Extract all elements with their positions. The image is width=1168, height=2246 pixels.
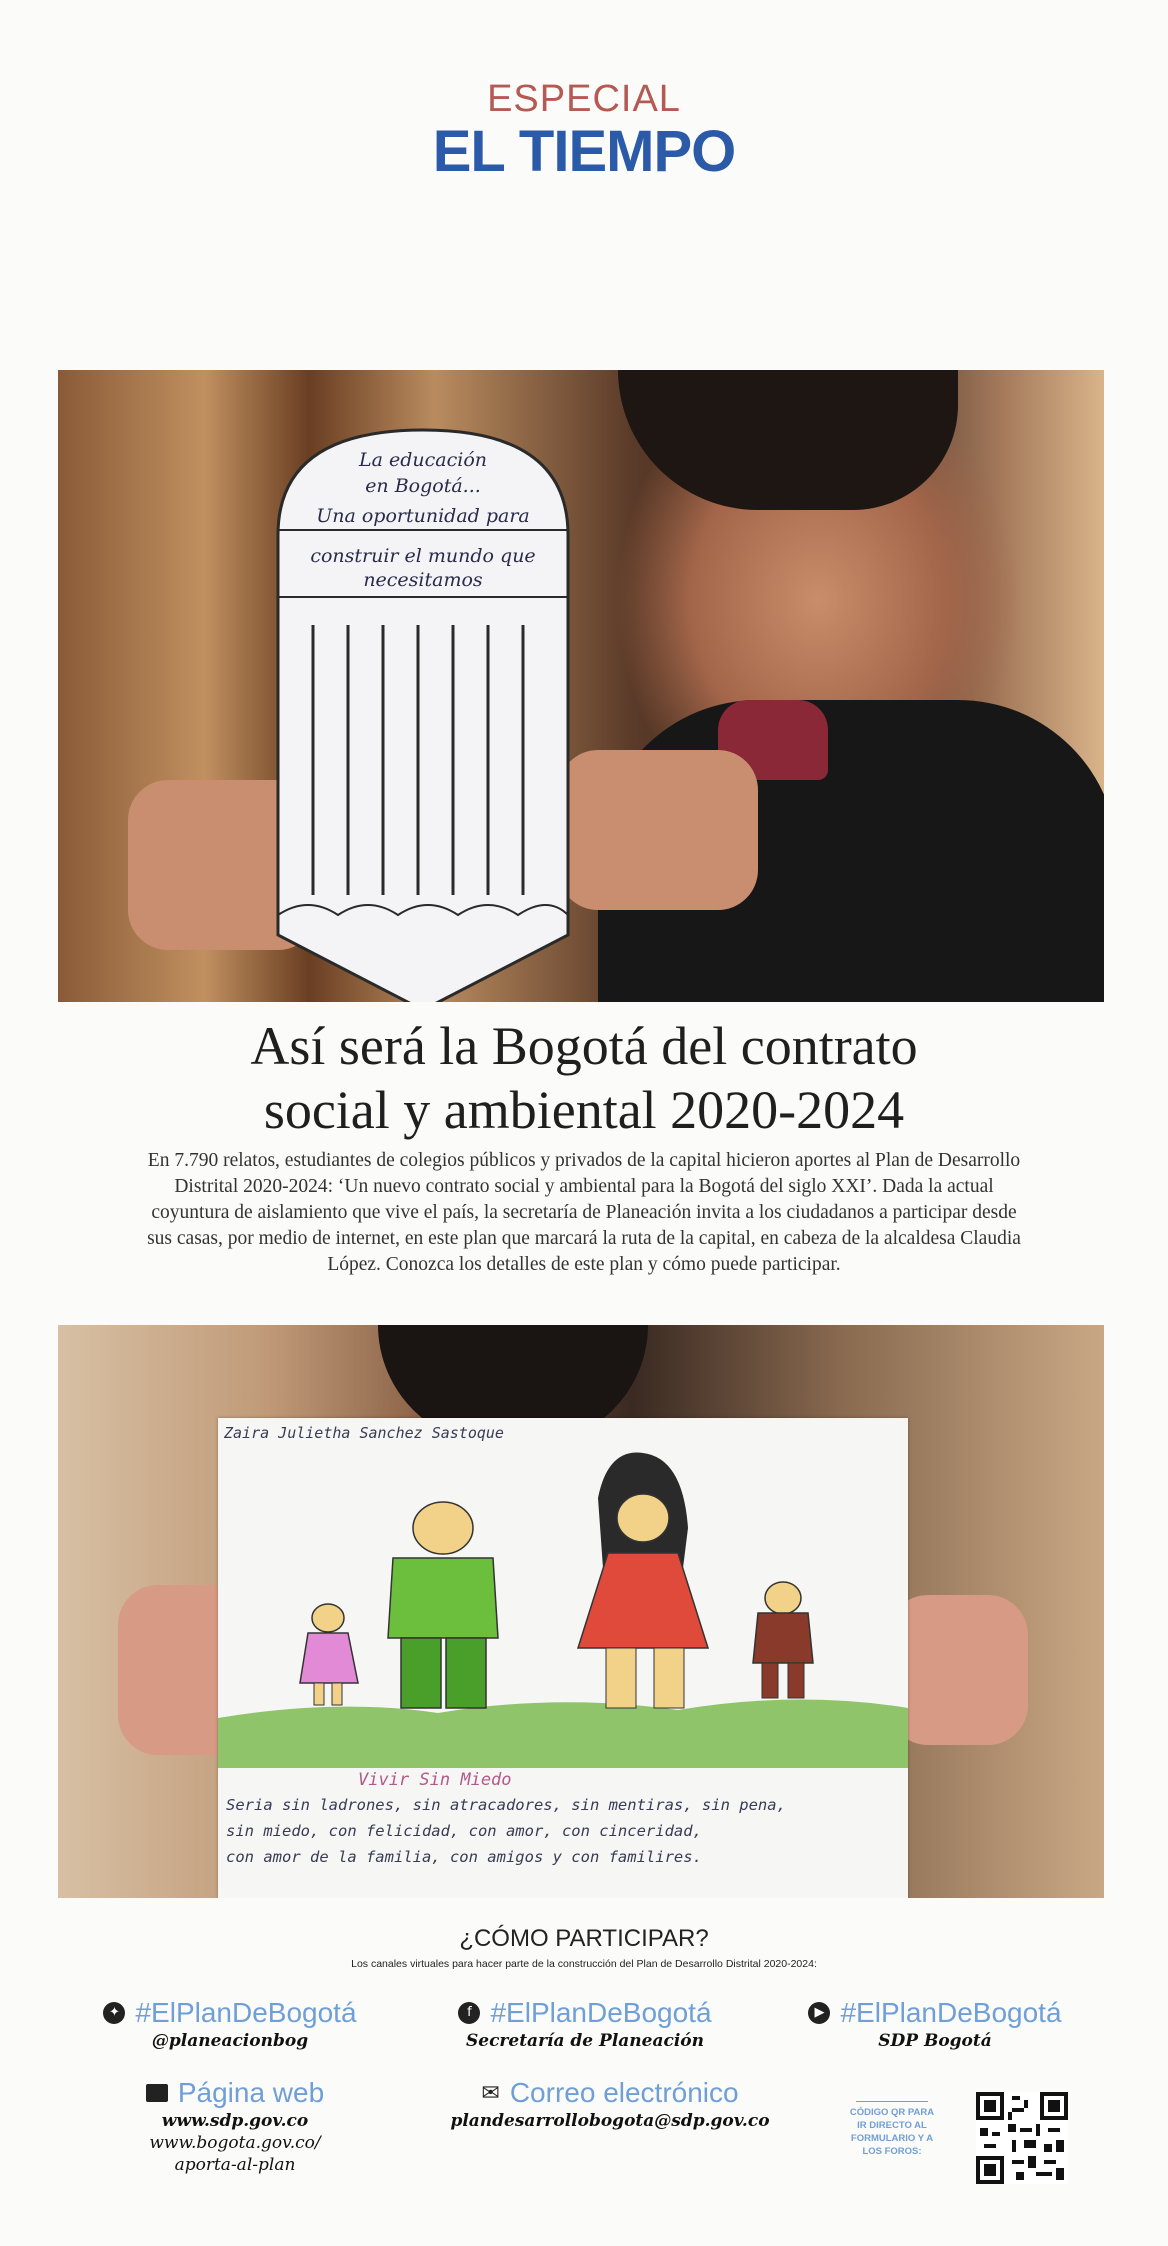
youtube-channel[interactable]: SDP Bogotá <box>878 2031 992 2051</box>
sign-line-3: Una oportunidad para <box>316 505 530 527</box>
facebook-icon: f <box>458 2002 480 2024</box>
facebook-page[interactable]: Secretaría de Planeación <box>465 2031 704 2051</box>
participate-title: ¿CÓMO PARTICIPAR? <box>459 1925 709 1952</box>
facebook-hashtag[interactable]: #ElPlanDeBogotá <box>490 1997 712 2028</box>
participate-subtitle: Los canales virtuales para hacer parte de la construcción del Plan de Desarrollo Distrital 2020-2024: <box>351 1958 817 1970</box>
youtube-icon: ▶ <box>808 2002 830 2024</box>
twitter-icon: ✦ <box>103 2002 125 2024</box>
channel-youtube[interactable] <box>780 1996 1090 2052</box>
photo-child-with-drawing <box>58 1325 1104 1898</box>
web-url-1[interactable]: www.sdp.gov.co <box>161 2111 309 2131</box>
twitter-hashtag[interactable]: #ElPlanDeBogotá <box>135 1997 357 2028</box>
headline-line-1: Así será la Bogotá del contrato <box>250 1016 918 1076</box>
email-address[interactable]: plandesarrollobogota@sdp.gov.co <box>450 2111 770 2131</box>
mail-icon: ✉ <box>481 2080 500 2106</box>
masthead <box>0 78 1168 184</box>
sign-line-4: construir el mundo que <box>310 545 536 567</box>
newspaper-logo: EL TIEMPO <box>432 119 736 184</box>
web-url-2[interactable]: www.bogota.gov.co/ <box>149 2133 321 2153</box>
web-url-3[interactable]: aporta-al-plan <box>174 2155 296 2175</box>
photo-right-hand <box>558 750 758 910</box>
sign-line-5: necesitamos <box>363 569 483 591</box>
qr-code[interactable] <box>976 2092 1068 2184</box>
family-drawing <box>218 1418 908 1898</box>
headline-line-2: social y ambiental 2020-2024 <box>263 1080 905 1140</box>
photo-right-hand <box>888 1595 1028 1745</box>
web-icon <box>146 2084 168 2102</box>
qr-divider <box>856 2101 928 2102</box>
drawing-line-2: sin miedo, con felicidad, con amor, con cinceridad, <box>226 1822 702 1840</box>
sign-line-2: en Bogotá... <box>365 475 481 497</box>
channel-facebook[interactable] <box>430 1996 740 2052</box>
youtube-hashtag[interactable]: #ElPlanDeBogotá <box>840 1997 1062 2028</box>
headline <box>0 1014 1168 1142</box>
photo-boy-with-pencil-sign <box>58 370 1104 1002</box>
channel-email[interactable] <box>430 2076 790 2132</box>
channel-twitter[interactable] <box>80 1996 380 2052</box>
section-kicker: ESPECIAL <box>487 78 681 120</box>
pencil-sign <box>268 425 578 1002</box>
photo-hair <box>618 370 958 510</box>
drawing-author: Zaira Julietha Sanchez Sastoque <box>224 1424 504 1442</box>
web-label: Página web <box>177 2077 325 2108</box>
drawing-line-1: Seria sin ladrones, sin atracadores, sin mentiras, sin pena, <box>226 1796 786 1814</box>
qr-note: CÓDIGO QR PARA IR DIRECTO AL FORMULARIO Y A LOS FOROS: <box>849 2107 935 2157</box>
sign-line-1: La educación <box>359 449 487 471</box>
email-label: Correo electrónico <box>509 2077 739 2108</box>
twitter-handle[interactable]: @planeacionbog <box>151 2031 309 2051</box>
article-dek: En 7.790 relatos, estudiantes de colegios públicos y privados de la capital hicieron aportes al Plan de Desarrollo Distrital 2020-2024: ‘Un nuevo contrato social y ambiental para la Bogotá del siglo XXI’. Dada la actual coyuntura de aislamiento que vive el país, la secretaría de Planeación invita a los ciudadanos a participar desde sus casas, por medio de internet, en este plan que marcará la ruta de la capital, en cabeza de la alcaldesa Claudia López. Conozca los detalles de este plan y cómo puede participar. <box>147 1150 1021 1275</box>
drawing-line-3: con amor de la familia, con amigos y con familires. <box>226 1848 702 1866</box>
drawing-title: Vivir Sin Miedo <box>358 1770 512 1790</box>
channel-web[interactable] <box>110 2076 360 2176</box>
